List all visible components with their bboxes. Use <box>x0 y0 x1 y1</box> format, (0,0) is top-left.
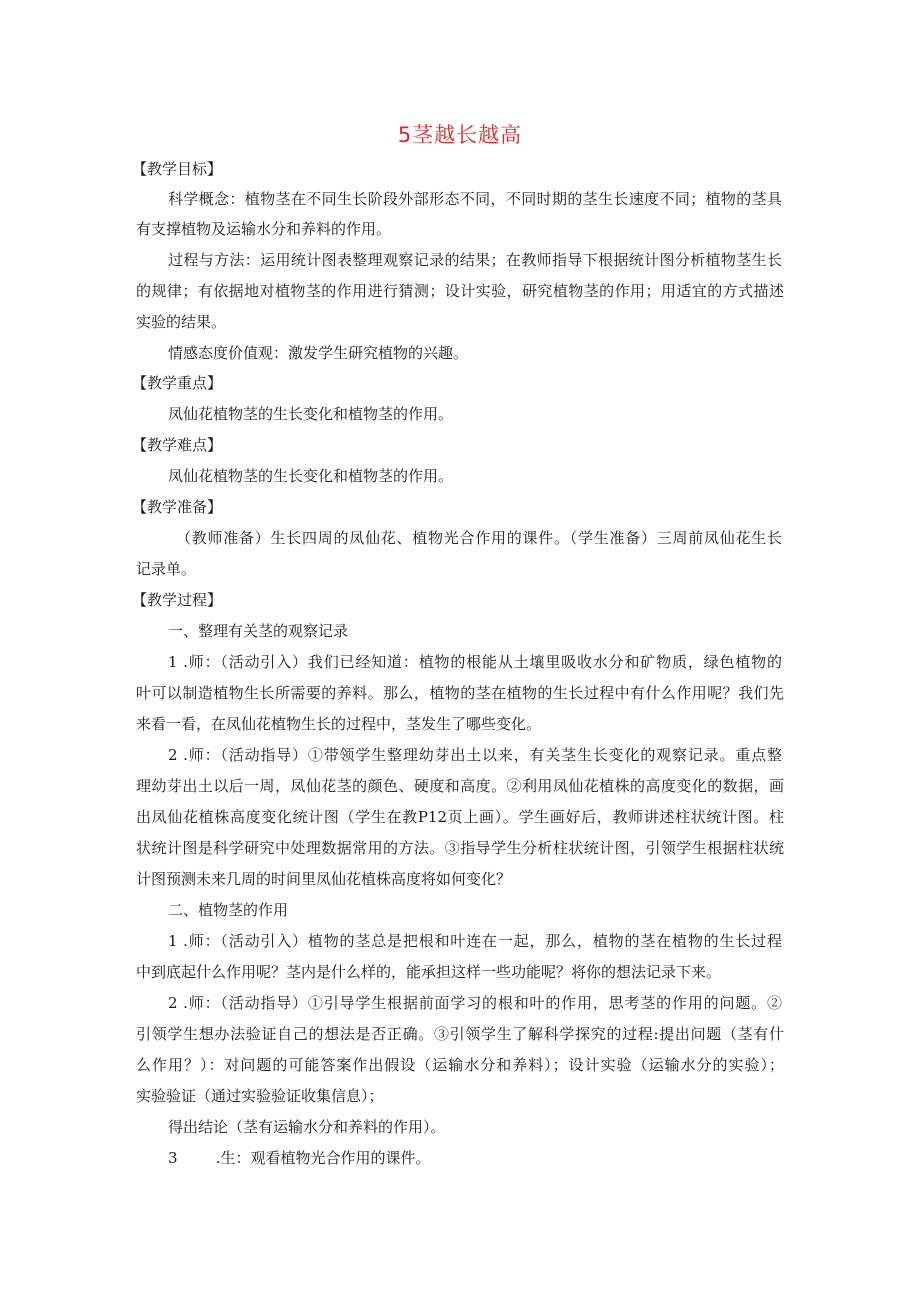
paragraph-line: 引领学生想办法验证自己的想法是否正确。③引领学生了解科学探究的过程:提出问题（茎有什 <box>136 1025 784 1043</box>
paragraph-line: 理幼芽出土以后一周，凤仙花茎的颜色、硬度和高度。②利用凤仙花植株的高度变化的数据，画 <box>136 777 784 795</box>
paragraph-line: 1 .师：（活动引入）我们已经知道：植物的根能从土壤里吸收水分和矿物质，绿色植物的 <box>168 653 782 671</box>
paragraph-line: 过程与方法：运用统计图表整理观察记录的结果；在教师指导下根据统计图分析植物茎生长 <box>168 251 782 269</box>
section-heading-key-points: 【教学重点】 <box>132 374 223 392</box>
paragraph-line: 状统计图是科学研究中处理数据常用的方法。③指导学生分析柱状统计图，引领学生根据柱状统 <box>136 839 784 857</box>
paragraph-line: 情感态度价值观：激发学生研究植物的兴趣。 <box>168 344 469 362</box>
section-heading-preparation: 【教学准备】 <box>132 498 223 516</box>
paragraph-line: 1 .师：（活动引入）植物的茎总是把根和叶连在一起，那么，植物的茎在植物的生长过程 <box>168 932 782 950</box>
section-heading-process: 【教学过程】 <box>132 591 223 609</box>
paragraph-line: 3 .生：观看植物光合作用的课件。 <box>168 1149 431 1167</box>
paragraph-line: 2 .师：（活动指导）①带领学生整理幼芽出土以来，有关茎生长变化的观察记录。重点整 <box>168 746 782 764</box>
paragraph-line: 出凤仙花植株高度变化统计图（学生在教P12页上画）。学生画好后，教师讲述柱状统计图。柱 <box>136 808 784 826</box>
section-heading-objectives: 【教学目标】 <box>132 160 223 178</box>
paragraph-line: 2 .师：（活动指导）①引导学生根据前面学习的根和叶的作用，思考茎的作用的问题。② <box>168 994 782 1012</box>
paragraph-line: 得出结论（茎有运输水分和养料的作用）。 <box>168 1118 446 1136</box>
paragraph-line: 中到底起什么作用呢？茎内是什么样的，能承担这样一些功能呢？将你的想法记录下来。 <box>136 963 722 981</box>
paragraph-line: 叶可以制造植物生长所需要的养料。那么，植物的茎在植物的生长过程中有什么作用呢？我们先 <box>136 684 784 702</box>
section-heading-difficulties: 【教学难点】 <box>132 436 223 454</box>
paragraph-line: 有支撑植物及运输水分和养料的作用。 <box>136 220 392 238</box>
paragraph-line: （教师准备）生长四周的凤仙花、植物光合作用的课件。（学生准备）三周前凤仙花生长 <box>176 529 782 547</box>
paragraph-line: 么作用？）：对问题的可能答案作出假设（运输水分和养料）；设计实验（运输水分的实验）； <box>136 1056 784 1074</box>
paragraph-line: 科学概念：植物茎在不同生长阶段外部形态不同，不同时期的茎生长速度不同；植物的茎具 <box>168 190 782 208</box>
paragraph-line: 实验的结果。 <box>136 313 227 331</box>
subsection-heading: 二、植物茎的作用 <box>168 901 289 919</box>
page-title: 5茎越长越高 <box>397 123 523 147</box>
paragraph-line: 实验验证（通过实验验证收集信息）； <box>136 1087 384 1105</box>
paragraph-line: 来看一看，在凤仙花植物生长的过程中，茎发生了哪些变化。 <box>136 715 542 733</box>
paragraph-line: 记录单。 <box>136 560 197 578</box>
paragraph-line: 的规律；有依据地对植物茎的作用进行猜测；设计实验，研究植物茎的作用；用适宜的方式描述 <box>136 282 784 300</box>
paragraph-line: 凤仙花植物茎的生长变化和植物茎的作用。 <box>168 467 454 485</box>
paragraph-line: 计图预测未来几周的时间里凤仙花植株高度将如何变化？ <box>136 870 512 888</box>
paragraph-line: 凤仙花植物茎的生长变化和植物茎的作用。 <box>168 405 454 423</box>
subsection-heading: 一、整理有关茎的观察记录 <box>168 622 349 640</box>
